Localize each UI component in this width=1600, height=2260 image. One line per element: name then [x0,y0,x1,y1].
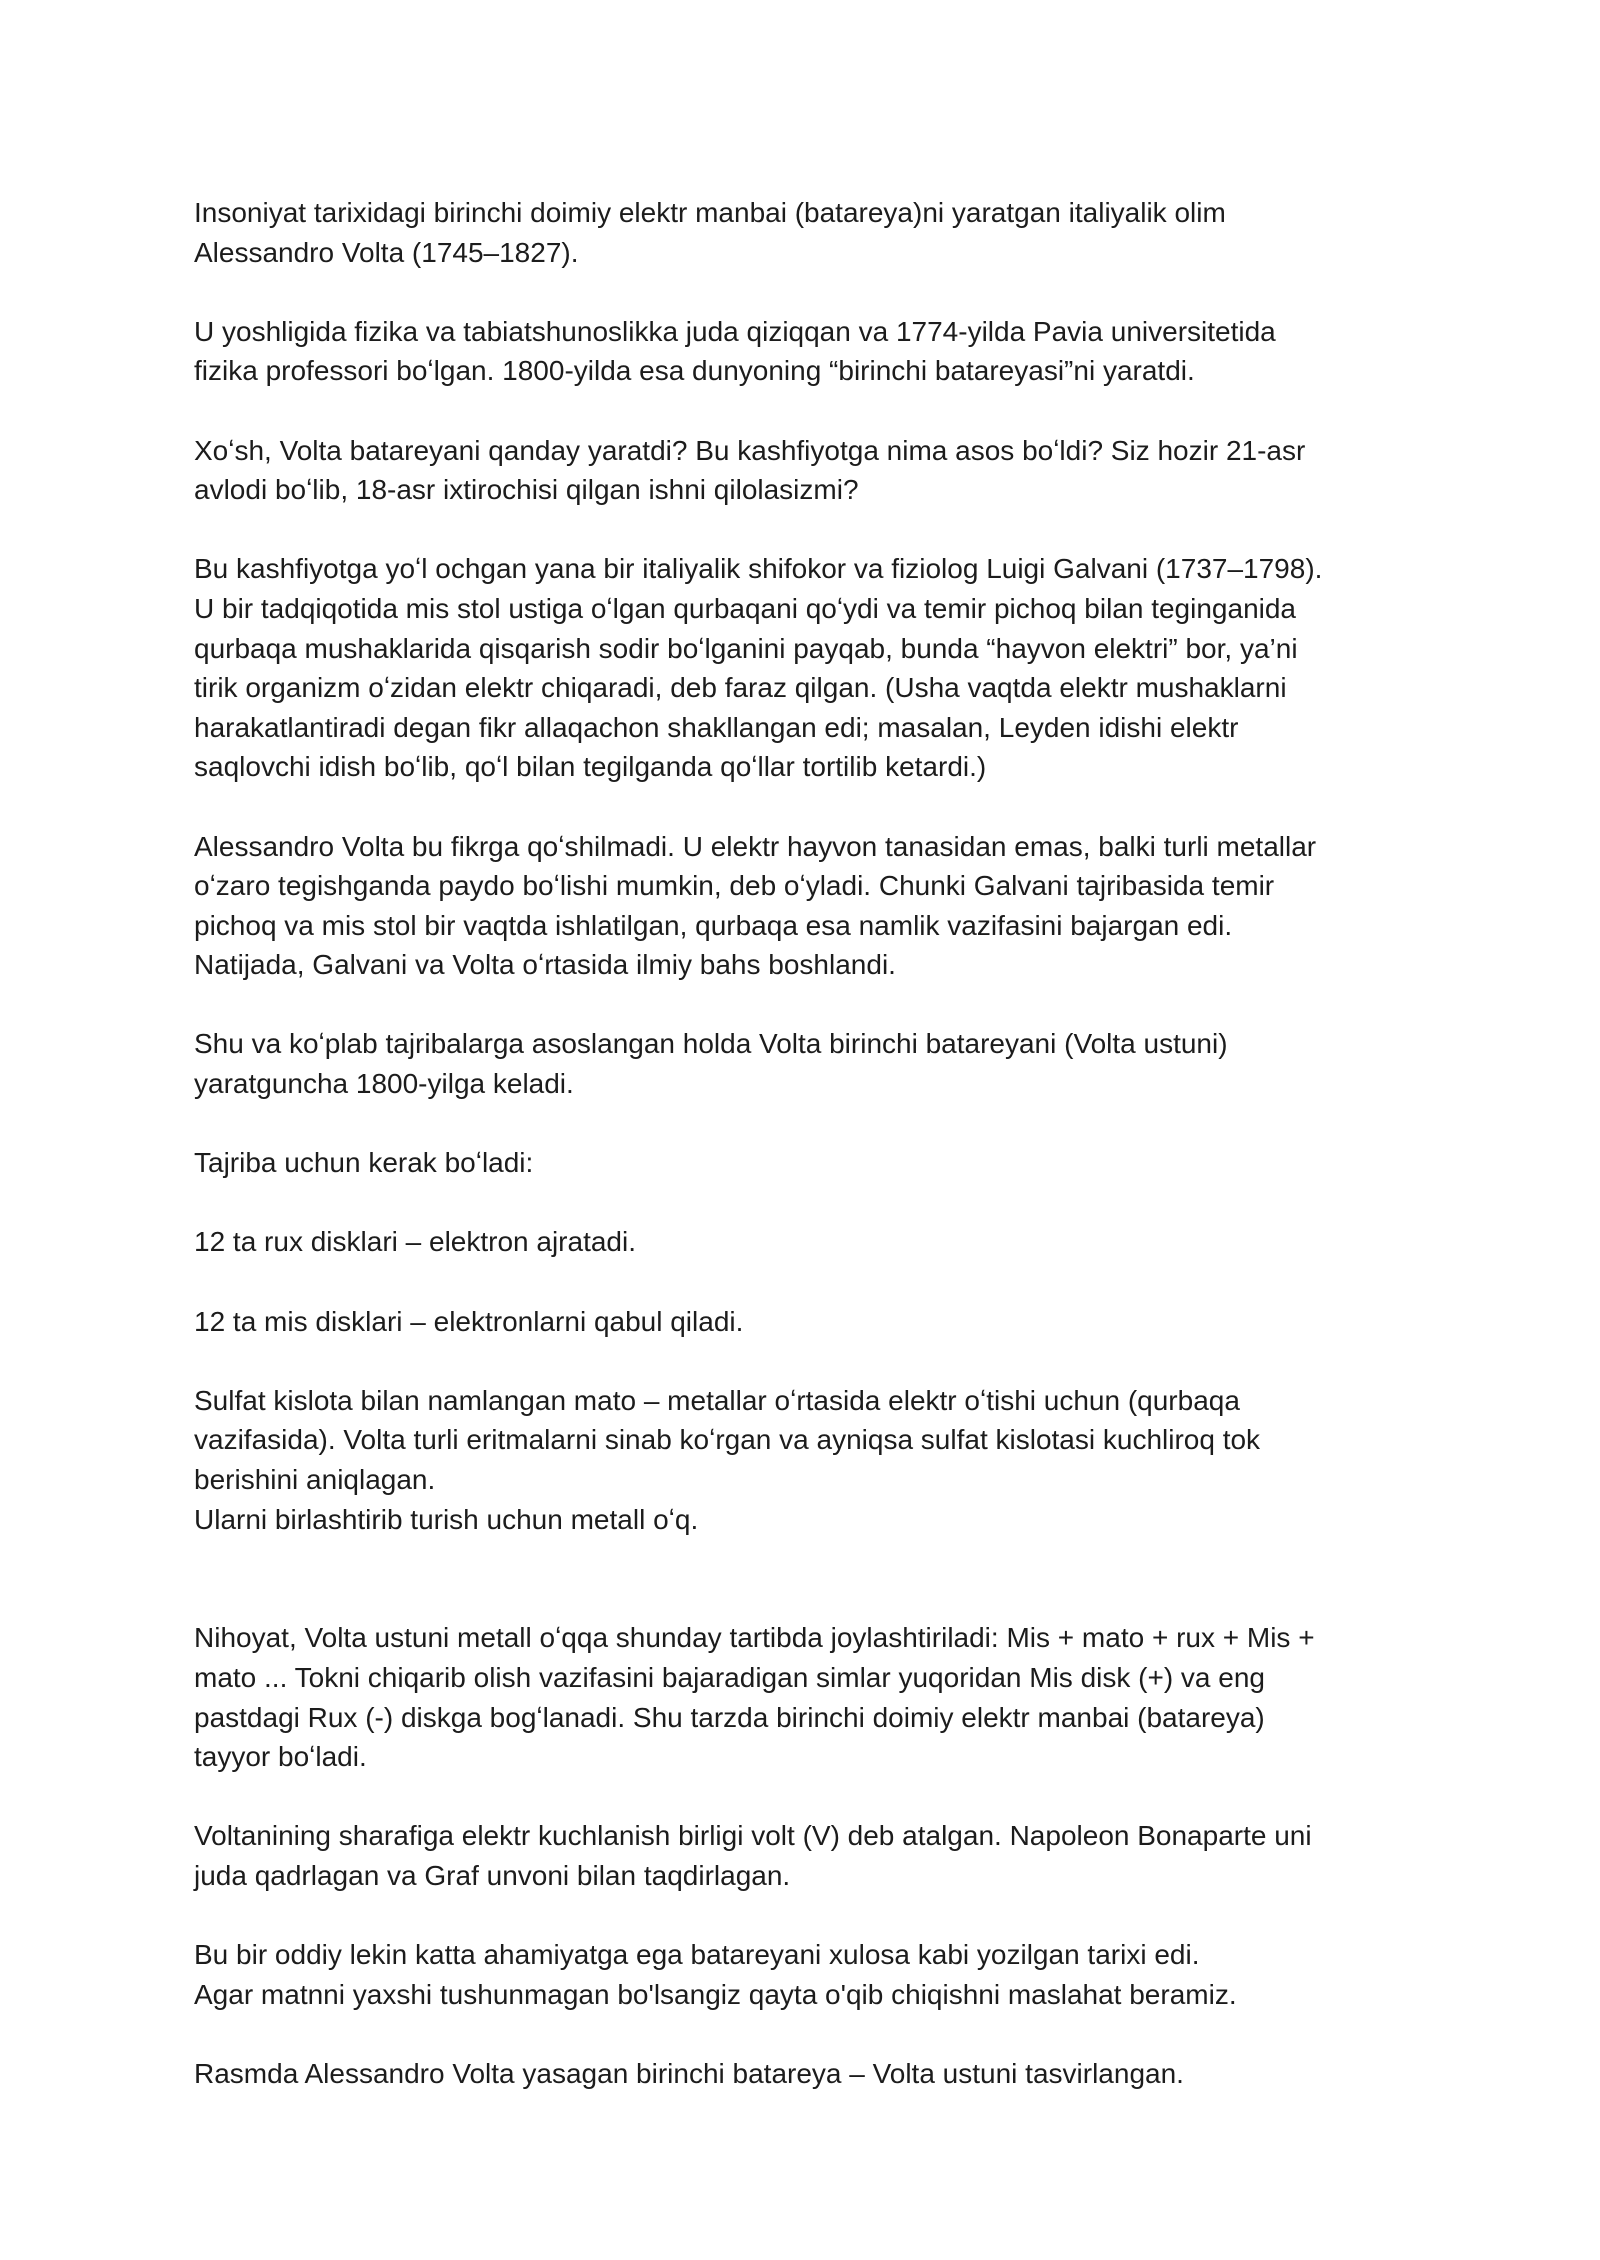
paragraph-spacer [194,2014,1434,2054]
paragraph-caption: Rasmda Alessandro Volta yasagan birinchi batareya – Volta ustuni tasvirlangan. [194,2057,1184,2089]
paragraph-spacer [194,985,1434,1025]
paragraph-volt-unit: Voltanining sharafiga elektr kuchlanish birligi volt (V) deb atalgan. Napoleon Bonaparte uni juda qadrlagan va Graf unvoni bilan taqdirlagan. [194,1820,1312,1891]
paragraph-spacer [194,1262,1434,1302]
paragraph-spacer [194,787,1434,827]
paragraph-experiments: Shu va koʻplab tajribalarga asoslangan holda Volta birinchi batareyani (Volta ustuni) yaratguncha 1800-yilga keladi. [194,1028,1228,1100]
paragraph-summary: Bu bir oddiy lekin katta ahamiyatga ega batareyani xulosa kabi yozilgan tarixi edi. Agar matnni yaxshi tushunmagan bo'lsangiz qayta o'qib chiqishni maslahat beramiz. [194,1939,1237,2010]
document-page [194,193,1434,2094]
paragraph-copper-discs: 12 ta mis disklari – elektronlarni qabul qiladi. [194,1305,744,1337]
paragraph-intro: Insoniyat tarixidagi birinchi doimiy elektr manbai (batareya)ni yaratgan italiyalik olim Alessandro Volta (1745–1827). [194,197,1226,268]
paragraph-spacer [194,1777,1434,1817]
paragraph-question: Xoʻsh, Volta batareyani qanday yaratdi? Bu kashfiyotga nima asos boʻldi? Siz hozir 21-asr avlodi boʻlib, 18-asr ixtirochisi qilgan ishni qilolasizmi? [194,434,1306,506]
paragraph-acid-cloth: Sulfat kislota bilan namlangan mato – metallar oʻrtasida elektr oʻtishi uchun (qurbaqa vazifasida). Volta turli eritmalarni sinab koʻrgan va ayniqsa sulfat kislotasi kuchliroq tok berishini aniqlagan. Ularni birlashtirib turish uchun metall oʻq. [194,1384,1261,1535]
paragraph-spacer [194,391,1434,431]
paragraph-galvani: Bu kashfiyotga yoʻl ochgan yana bir italiyalik shifokor va fiziolog Luigi Galvani (1737–1798). U bir tadqiqotida mis stol ustiga oʻlgan qurbaqani qoʻydi va temir pichoq bilan teginganida qurbaqa mushaklarida qisqarish sodir boʻlganini payqab, bunda “hayvon elektri” bor, ya’ni tirik organizm oʻzidan elektr chiqaradi, deb faraz qilgan. (Usha vaqtda elektr mushaklarni harakatlantiradi degan fikr allaqachon shakllangan edi; masalan, Leyden idishi elektr saqlovchi idish boʻlib, qoʻl bilan tegilganda qoʻllar tortilib ketardi.) [194,553,1323,783]
paragraph-spacer [194,510,1434,550]
paragraph-youth: U yoshligida fizika va tabiatshunoslikka juda qiziqqan va 1774-yilda Pavia universitetida fizika professori boʻlgan. 1800-yilda esa dunyoning “birinchi batareyasi”ni yaratdi. [194,315,1276,387]
paragraph-spacer [194,1539,1434,1618]
paragraph-materials-heading: Tajriba uchun kerak boʻladi: [194,1147,534,1179]
paragraph-spacer [194,1104,1434,1144]
paragraph-spacer [194,1183,1434,1223]
paragraph-spacer [194,272,1434,312]
paragraph-zinc-discs: 12 ta rux disklari – elektron ajratadi. [194,1226,636,1258]
paragraph-spacer [194,1341,1434,1381]
paragraph-assembly: Nihoyat, Volta ustuni metall oʻqqa shunday tartibda joylashtiriladi: Mis + mato + rux + Mis + mato ... Tokni chiqarib olish vazifasini bajaradigan simlar yuqoridan Mis disk (+) va eng pastdagi Rux (-) diskga bogʻlanadi. Shu tarzda birinchi doimiy elektr manbai (batareya) tayyor boʻladi. [194,1622,1315,1773]
paragraph-spacer [194,1896,1434,1936]
paragraph-volta-disagrees: Alessandro Volta bu fikrga qoʻshilmadi. U elektr hayvon tanasidan emas, balki turli metallar oʻzaro tegishganda paydo boʻlishi mumkin, deb oʻyladi. Chunki Galvani tajribasida temir pichoq va mis stol bir vaqtda ishlatilgan, qurbaqa esa namlik vazifasini bajargan edi. Natijada, Galvani va Volta oʻrtasida ilmiy bahs boshlandi. [194,830,1317,981]
